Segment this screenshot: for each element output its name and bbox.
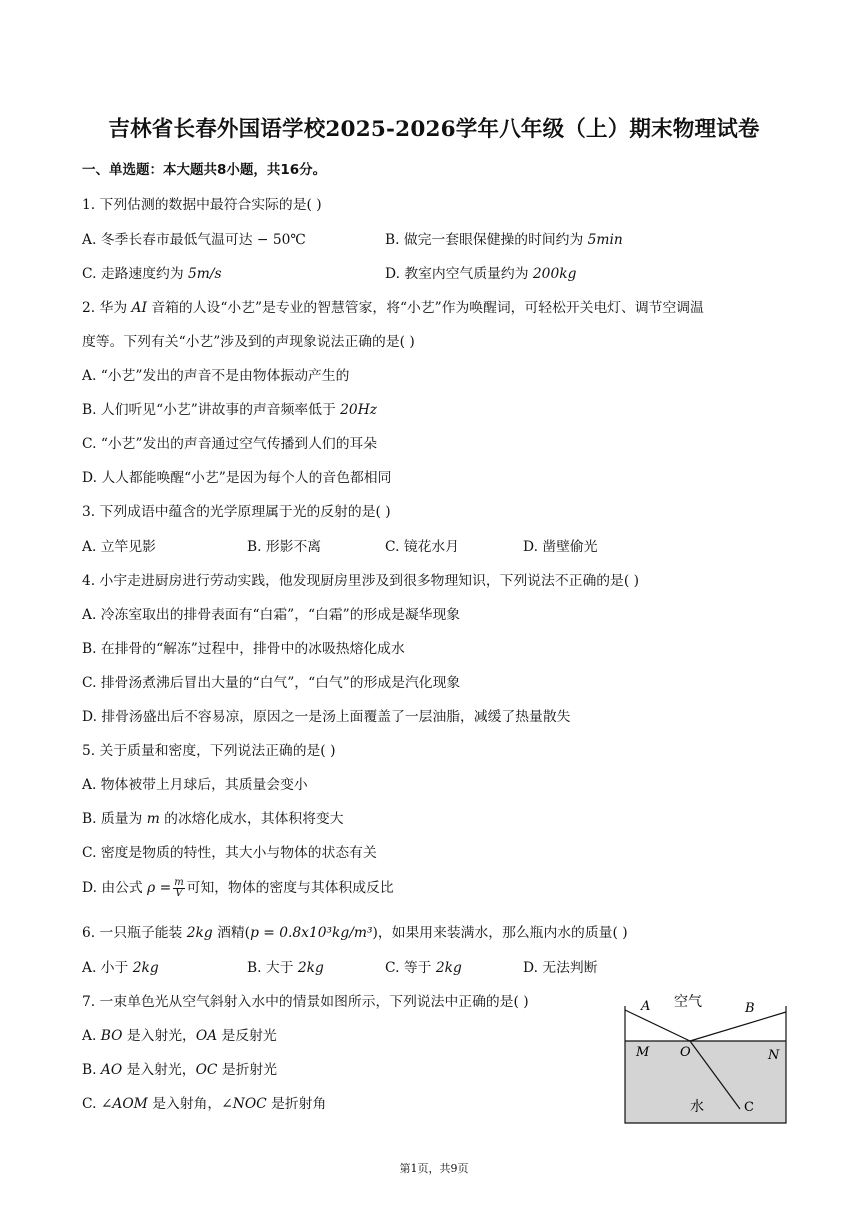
question-4-option-b: B. 在排骨的“解冻”过程中，排骨中的冰吸热熔化成水	[82, 641, 405, 657]
section-heading: 一、单选题：本大题共8小题，共16分。	[82, 162, 327, 178]
page-title: 吉林省长春外国语学校2025-2026学年八年级（上）期末物理试卷	[108, 117, 760, 142]
question-3-option-a: A. 立竿见影	[82, 539, 156, 555]
question-2-option-c: C. “小艺”发出的声音通过空气传播到人们的耳朵	[82, 436, 378, 452]
label-b: B	[745, 1001, 755, 1016]
question-5-option-b: B. 质量为 m 的冰熔化成水，其体积将变大	[82, 811, 344, 827]
question-7-option-a: A. BO 是入射光，OA 是反射光	[82, 1028, 277, 1044]
question-7-stem: 7. 一束单色光从空气斜射入水中的情景如图所示，下列说法中正确的是( )	[82, 994, 529, 1010]
question-4-stem: 4. 小宇走进厨房进行劳动实践，他发现厨房里涉及到很多物理知识，下列说法不正确的是( )	[82, 573, 639, 589]
density-fraction: $\frac{m}{V}$	[174, 877, 184, 899]
ray-bo	[690, 1012, 786, 1041]
question-3-option-d: D. 凿壁偷光	[523, 539, 598, 555]
label-n: N	[768, 1048, 780, 1063]
question-5-option-d: D. 由公式 ρ = $\frac{m}{V}$ 可知，物体的密度与其体积成反比	[82, 877, 394, 899]
question-2-option-a: A. “小艺”发出的声音不是由物体振动产生的	[82, 368, 350, 384]
question-4-option-d: D. 排骨汤盛出后不容易凉，原因之一是汤上面覆盖了一层油脂，减缓了热量散失	[82, 709, 571, 725]
question-6-option-b: B. 大于 2kg	[247, 960, 324, 976]
question-5-stem: 5. 关于质量和密度，下列说法正确的是( )	[82, 743, 336, 759]
question-6-stem: 6. 一只瓶子能装 2kg 酒精(p = 0.8x10³kg/m³)，如果用来装满水，那么瓶内水的质量( )	[82, 925, 628, 941]
question-6-option-c: C. 等于 2kg	[385, 960, 462, 976]
question-4-option-c: C. 排骨汤煮沸后冒出大量的“白气”，“白气”的形成是汽化现象	[82, 675, 461, 691]
question-7-option-b: B. AO 是入射光，OC 是折射光	[82, 1062, 278, 1078]
label-air: 空气	[674, 994, 702, 1010]
label-m: M	[636, 1045, 650, 1060]
question-3-option-c: C. 镜花水月	[385, 539, 460, 555]
question-6-option-d: D. 无法判断	[523, 960, 598, 976]
question-2-option-d: D. 人人都能唤醒“小艺”是因为每个人的音色都相同	[82, 470, 392, 486]
question-2-option-b: B. 人们听见“小艺”讲故事的声音频率低于 20Hz	[82, 402, 378, 418]
question-2-stem-line1: 2. 华为 AI 音箱的人设“小艺”是专业的智慧管家，将“小艺”作为唤醒词，可轻松开关电灯、调节空调温	[82, 300, 704, 316]
label-o: O	[680, 1045, 691, 1060]
question-5-option-c: C. 密度是物质的特性，其大小与物体的状态有关	[82, 845, 377, 861]
question-1-option-c: C. 走路速度约为 5m/s	[82, 266, 222, 282]
question-7-option-c: C. ∠AOM 是入射角，∠NOC 是折射角	[82, 1096, 327, 1112]
question-4-option-a: A. 冷冻室取出的排骨表面有“白霜”，“白霜”的形成是凝华现象	[82, 607, 461, 623]
question-6-option-a: A. 小于 2kg	[82, 960, 159, 976]
label-a: A	[641, 999, 651, 1014]
question-1-stem: 1. 下列估测的数据中最符合实际的是( )	[82, 197, 322, 213]
question-3-option-b: B. 形影不离	[247, 539, 322, 555]
question-1-option-b: B. 做完一套眼保健操的时间约为 5min	[385, 232, 623, 248]
label-water: 水	[690, 1099, 704, 1115]
question-3-stem: 3. 下列成语中蕴含的光学原理属于光的反射的是( )	[82, 504, 391, 520]
question-2-stem-line2: 度等。下列有关“小艺”涉及到的声现象说法正确的是( )	[82, 334, 415, 350]
label-c: C	[744, 1100, 754, 1115]
question-5-option-a: A. 物体被带上月球后，其质量会变小	[82, 777, 308, 793]
question-1-option-d: D. 教室内空气质量约为 200kg	[385, 266, 577, 282]
ray-ao	[625, 1010, 690, 1041]
refraction-diagram	[612, 988, 792, 1128]
question-1-option-a: A. 冬季长春市最低气温可达 − 50℃	[82, 232, 306, 248]
page-footer: 第1页，共9页	[399, 1162, 469, 1175]
